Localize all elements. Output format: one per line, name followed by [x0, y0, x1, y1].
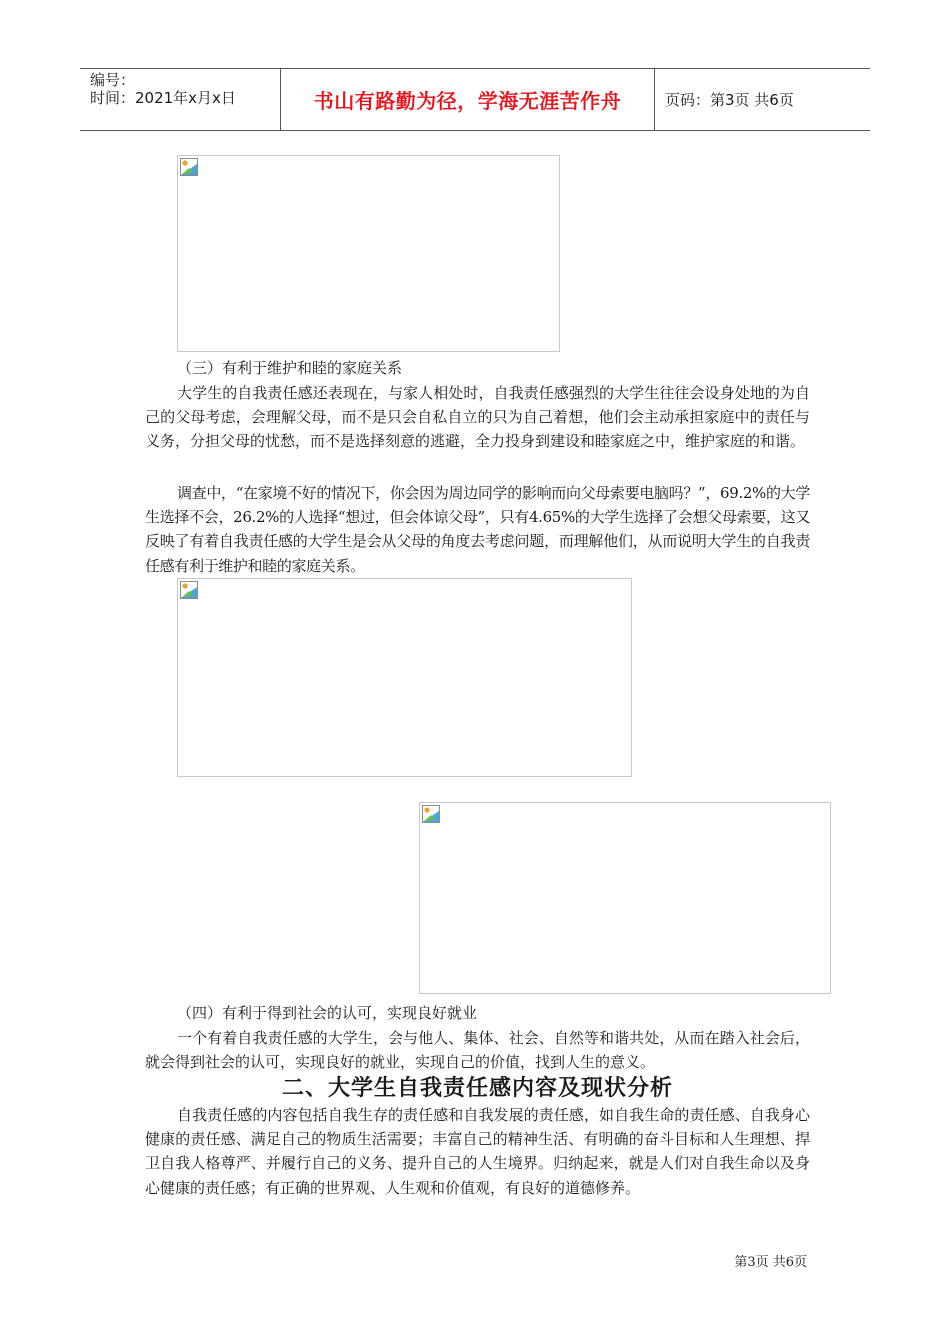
chapter-2-title: 二、大学生自我责任感内容及现状分析 [281, 1076, 673, 1101]
broken-image-icon [180, 581, 198, 599]
document-number-label: 编号： [90, 71, 136, 89]
figure-2-placeholder [177, 578, 632, 777]
broken-image-icon [422, 805, 440, 823]
broken-image-icon [180, 158, 198, 176]
section-3-paragraph-2: 调查中，“在家境不好的情况下，你会因为周边同学的影响而向父母索要电脑吗？”，69.2%的大学生选择不会，26.2%的人选择“想过，但会体谅父母”，只有4.65%的大学生选择了会想父母索要，这又反映了有着自我责任感的大学生是会从父母的角度去考虑问题，而理解他们，从而说明大学生的自我责任感有利于维护和睦的家庭关系。 [145, 484, 810, 575]
page-footer-number: 第3页 共6页 [734, 1255, 807, 1270]
section-3-heading: （三）有利于维护和睦的家庭关系 [177, 359, 403, 377]
figure-3-placeholder [419, 802, 831, 994]
header-meta-cell [80, 69, 281, 130]
header-page-number: 页码：第3页 共6页 [665, 91, 794, 109]
section-4-paragraph-1: 一个有着自我责任感的大学生，会与他人、集体、社会、自然等和谐共处，从而在踏入社会后，就会得到社会的认可，实现良好的就业，实现自己的价值，找到人生的意义。 [145, 1029, 810, 1072]
figure-1-placeholder [177, 155, 560, 352]
section-4-heading: （四）有利于得到社会的认可，实现良好就业 [177, 1004, 478, 1022]
header-page-cell [655, 69, 870, 130]
chapter-2-paragraph-1: 自我责任感的内容包括自我生存的责任感和自我发展的责任感，如自我生命的责任感、自我身心健康的责任感、满足自己的物质生活需要；丰富自己的精神生活、有明确的奋斗目标和人生理想、捍卫自我人格尊严、并履行自己的义务、提升自己的人生境界。归纳起来，就是人们对自我生命以及身心健康的责任感；有正确的世界观、人生观和价值观，有良好的道德修养。 [145, 1106, 810, 1197]
section-3-paragraph-1: 大学生的自我责任感还表现在，与家人相处时，自我责任感强烈的大学生往往会设身处地的为自己的父母考虑，会理解父母，而不是只会自私自立的只为自己着想，他们会主动承担家庭中的责任与义务，分担父母的忧愁，而不是选择刻意的逃避，全力投身到建设和睦家庭之中，维护家庭的和谐。 [145, 384, 810, 451]
document-date-label: 时间：2021年x月x日 [90, 89, 236, 107]
page-header [80, 68, 870, 131]
header-motto-cell [281, 69, 655, 130]
header-motto: 书山有路勤为径，学海无涯苦作舟 [313, 89, 622, 113]
